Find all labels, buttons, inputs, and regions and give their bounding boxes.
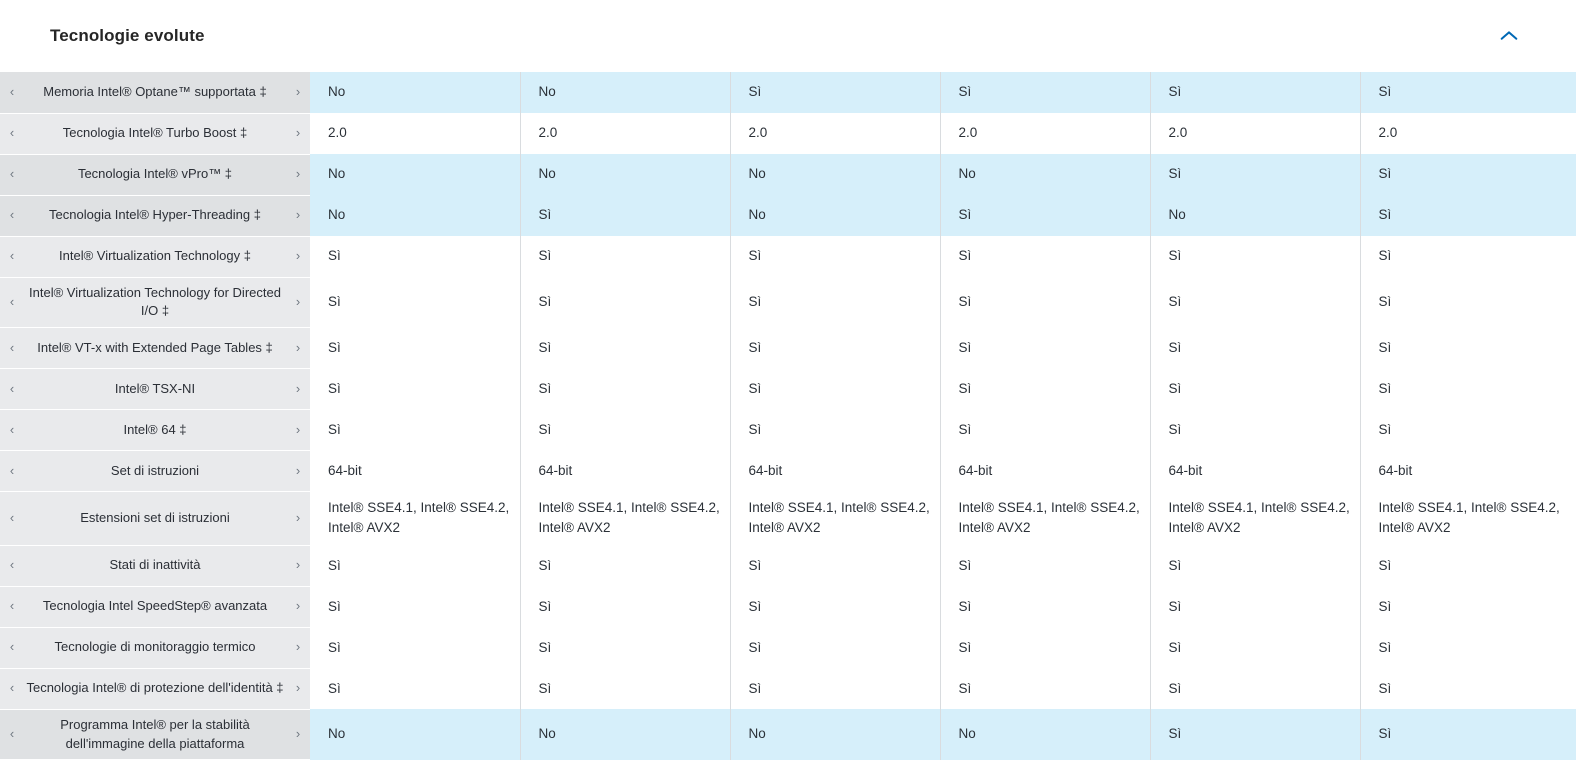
- row-label-cell: [0, 545, 310, 586]
- spec-value-cell: Sì: [310, 545, 520, 586]
- row-label-text: Estensioni set di istruzioni: [80, 510, 230, 526]
- spec-value-cell: Sì: [730, 410, 940, 451]
- spec-value-cell: Sì: [1360, 627, 1576, 668]
- spec-value-cell: 2.0: [1150, 113, 1360, 154]
- row-label-text: Tecnologia Intel® Hyper-Threading ‡: [49, 207, 261, 223]
- chevron-up-icon: [1498, 25, 1520, 47]
- scroll-right-arrow-icon[interactable]: ›: [295, 83, 301, 99]
- spec-value-cell: Sì: [940, 277, 1150, 328]
- spec-value-cell: Sì: [310, 627, 520, 668]
- spec-value-cell: Sì: [1150, 668, 1360, 709]
- spec-value-cell: No: [940, 709, 1150, 760]
- spec-value-cell: 64-bit: [1360, 451, 1576, 492]
- scroll-right-arrow-icon[interactable]: ›: [295, 293, 301, 309]
- scroll-right-arrow-icon[interactable]: ›: [295, 248, 301, 264]
- table-row: [0, 627, 1576, 668]
- spec-value-cell: Sì: [310, 328, 520, 369]
- row-label-text: Intel® 64 ‡: [123, 421, 187, 437]
- spec-value-cell: Sì: [730, 545, 940, 586]
- row-label-cell: [0, 668, 310, 709]
- spec-value-cell: Sì: [730, 668, 940, 709]
- spec-value-cell: No: [520, 154, 730, 195]
- spec-value-cell: Sì: [940, 236, 1150, 277]
- spec-value-cell: Sì: [1150, 277, 1360, 328]
- spec-value-cell: Sì: [730, 236, 940, 277]
- scroll-right-arrow-icon[interactable]: ›: [295, 207, 301, 223]
- scroll-left-arrow-icon[interactable]: ‹: [9, 83, 15, 99]
- spec-value-cell: 64-bit: [940, 451, 1150, 492]
- spec-value-cell: Sì: [940, 545, 1150, 586]
- scroll-left-arrow-icon[interactable]: ‹: [9, 680, 15, 696]
- spec-value-cell: Intel® SSE4.1, Intel® SSE4.2, Intel® AVX2: [310, 492, 520, 546]
- row-label-cell: [0, 369, 310, 410]
- scroll-left-arrow-icon[interactable]: ‹: [9, 248, 15, 264]
- spec-value-cell: Sì: [520, 668, 730, 709]
- spec-value-cell: 64-bit: [310, 451, 520, 492]
- spec-value-cell: 2.0: [730, 113, 940, 154]
- spec-value-cell: Sì: [1150, 709, 1360, 760]
- row-label-text: Tecnologia Intel® Turbo Boost ‡: [62, 125, 248, 141]
- spec-value-cell: 64-bit: [730, 451, 940, 492]
- spec-value-cell: Sì: [940, 627, 1150, 668]
- table-row: [0, 113, 1576, 154]
- spec-value-cell: Sì: [520, 328, 730, 369]
- section-header: [0, 0, 1576, 72]
- spec-value-cell: Sì: [520, 586, 730, 627]
- spec-value-cell: Intel® SSE4.1, Intel® SSE4.2, Intel® AVX2: [1150, 492, 1360, 546]
- scroll-left-arrow-icon[interactable]: ‹: [9, 125, 15, 141]
- table-row: [0, 195, 1576, 236]
- row-label-text: Tecnologie di monitoraggio termico: [54, 639, 256, 655]
- spec-value-cell: No: [520, 72, 730, 113]
- spec-value-cell: Sì: [940, 72, 1150, 113]
- spec-value-cell: No: [310, 709, 520, 760]
- spec-value-cell: Sì: [520, 410, 730, 451]
- spec-value-cell: Sì: [1360, 668, 1576, 709]
- scroll-left-arrow-icon[interactable]: ‹: [9, 639, 15, 655]
- row-label-cell: [0, 451, 310, 492]
- spec-value-cell: Sì: [1150, 154, 1360, 195]
- spec-value-cell: Sì: [940, 195, 1150, 236]
- scroll-left-arrow-icon[interactable]: ‹: [9, 557, 15, 573]
- spec-value-cell: Sì: [1360, 369, 1576, 410]
- scroll-right-arrow-icon[interactable]: ›: [295, 557, 301, 573]
- table-row: [0, 586, 1576, 627]
- spec-value-cell: No: [940, 154, 1150, 195]
- spec-value-cell: Sì: [1150, 586, 1360, 627]
- table-row: [0, 709, 1576, 760]
- spec-value-cell: No: [310, 195, 520, 236]
- table-row: [0, 492, 1576, 546]
- spec-value-cell: Sì: [1150, 236, 1360, 277]
- spec-value-cell: Sì: [1150, 410, 1360, 451]
- spec-value-cell: Sì: [310, 668, 520, 709]
- spec-value-cell: Sì: [520, 195, 730, 236]
- spec-value-cell: Sì: [310, 277, 520, 328]
- spec-value-cell: Sì: [310, 410, 520, 451]
- scroll-right-arrow-icon[interactable]: ›: [295, 510, 301, 526]
- spec-value-cell: No: [730, 195, 940, 236]
- scroll-left-arrow-icon[interactable]: ‹: [9, 598, 15, 614]
- spec-value-cell: Sì: [730, 586, 940, 627]
- row-label-text: Intel® TSX-NI: [114, 380, 196, 396]
- row-label-cell: [0, 410, 310, 451]
- spec-value-cell: Sì: [1360, 72, 1576, 113]
- row-label-text: Set di istruzioni: [110, 462, 200, 478]
- spec-value-cell: Sì: [1360, 410, 1576, 451]
- spec-value-cell: Sì: [1360, 709, 1576, 760]
- scroll-right-arrow-icon[interactable]: ›: [295, 166, 301, 182]
- scroll-left-arrow-icon[interactable]: ‹: [9, 380, 15, 396]
- scroll-left-arrow-icon[interactable]: ‹: [9, 293, 15, 309]
- row-label-cell: [0, 113, 310, 154]
- table-row: [0, 369, 1576, 410]
- row-label-cell: [0, 627, 310, 668]
- page-title: Tecnologie evolute: [50, 26, 205, 45]
- scroll-left-arrow-icon[interactable]: ‹: [9, 462, 15, 478]
- spec-value-cell: Sì: [1360, 328, 1576, 369]
- spec-value-cell: 2.0: [310, 113, 520, 154]
- scroll-right-arrow-icon[interactable]: ›: [295, 598, 301, 614]
- table-row: [0, 328, 1576, 369]
- spec-value-cell: Sì: [310, 369, 520, 410]
- spec-value-cell: Sì: [1360, 195, 1576, 236]
- spec-value-cell: 64-bit: [1150, 451, 1360, 492]
- spec-value-cell: Intel® SSE4.1, Intel® SSE4.2, Intel® AVX2: [520, 492, 730, 546]
- spec-value-cell: 2.0: [940, 113, 1150, 154]
- spec-value-cell: Intel® SSE4.1, Intel® SSE4.2, Intel® AVX2: [1360, 492, 1576, 546]
- scroll-left-arrow-icon[interactable]: ‹: [9, 421, 15, 437]
- spec-value-cell: Intel® SSE4.1, Intel® SSE4.2, Intel® AVX2: [940, 492, 1150, 546]
- table-row: [0, 451, 1576, 492]
- scroll-right-arrow-icon[interactable]: ›: [295, 421, 301, 437]
- spec-value-cell: Sì: [520, 236, 730, 277]
- row-label-cell: [0, 586, 310, 627]
- scroll-left-arrow-icon[interactable]: ‹: [9, 726, 15, 742]
- row-label-cell: [0, 492, 310, 546]
- table-row: [0, 668, 1576, 709]
- spec-value-cell: Sì: [1150, 328, 1360, 369]
- row-label-text: Programma Intel® per la stabilità dell'immagine della piattaforma: [60, 716, 250, 751]
- spec-comparison-table: [0, 72, 1576, 760]
- scroll-right-arrow-icon[interactable]: ›: [295, 380, 301, 396]
- scroll-right-arrow-icon[interactable]: ›: [295, 680, 301, 696]
- spec-value-cell: Sì: [940, 410, 1150, 451]
- scroll-left-arrow-icon[interactable]: ‹: [9, 339, 15, 355]
- row-label-text: Tecnologia Intel® di protezione dell'identità ‡: [26, 680, 284, 696]
- collapse-section-button[interactable]: [1490, 17, 1528, 55]
- row-label-cell: [0, 72, 310, 113]
- spec-value-cell: Intel® SSE4.1, Intel® SSE4.2, Intel® AVX2: [730, 492, 940, 546]
- row-label-cell: [0, 195, 310, 236]
- spec-value-cell: Sì: [1360, 154, 1576, 195]
- scroll-left-arrow-icon[interactable]: ‹: [9, 510, 15, 526]
- spec-value-cell: Sì: [520, 277, 730, 328]
- spec-value-cell: Sì: [940, 328, 1150, 369]
- scroll-right-arrow-icon[interactable]: ›: [295, 125, 301, 141]
- spec-value-cell: 2.0: [520, 113, 730, 154]
- spec-value-cell: Sì: [940, 586, 1150, 627]
- spec-value-cell: Sì: [730, 277, 940, 328]
- spec-value-cell: Sì: [1150, 627, 1360, 668]
- row-label-cell: [0, 277, 310, 328]
- spec-value-cell: Sì: [1360, 586, 1576, 627]
- row-label-cell: [0, 236, 310, 277]
- table-row: [0, 410, 1576, 451]
- spec-value-cell: Sì: [310, 236, 520, 277]
- spec-value-cell: Sì: [1360, 545, 1576, 586]
- table-row: [0, 545, 1576, 586]
- spec-value-cell: Sì: [310, 586, 520, 627]
- scroll-right-arrow-icon[interactable]: ›: [295, 339, 301, 355]
- spec-value-cell: Sì: [730, 369, 940, 410]
- row-label-text: Intel® VT-x with Extended Page Tables ‡: [37, 339, 273, 355]
- spec-value-cell: 2.0: [1360, 113, 1576, 154]
- spec-value-cell: Sì: [1360, 277, 1576, 328]
- spec-value-cell: Sì: [520, 369, 730, 410]
- spec-value-cell: Sì: [730, 72, 940, 113]
- row-label-text: Stati di inattività: [109, 557, 201, 573]
- table-row: [0, 154, 1576, 195]
- row-label-text: Tecnologia Intel® vPro™ ‡: [77, 166, 233, 182]
- row-label-cell: [0, 328, 310, 369]
- scroll-right-arrow-icon[interactable]: ›: [295, 726, 301, 742]
- table-body: [0, 72, 1576, 760]
- spec-value-cell: No: [730, 154, 940, 195]
- spec-value-cell: Sì: [1150, 72, 1360, 113]
- table-row: [0, 236, 1576, 277]
- row-label-cell: [0, 154, 310, 195]
- spec-value-cell: Sì: [1360, 236, 1576, 277]
- spec-value-cell: Sì: [1150, 369, 1360, 410]
- spec-value-cell: Sì: [1150, 545, 1360, 586]
- scroll-left-arrow-icon[interactable]: ‹: [9, 207, 15, 223]
- spec-value-cell: 64-bit: [520, 451, 730, 492]
- row-label-text: Memoria Intel® Optane™ supportata ‡: [43, 83, 267, 99]
- spec-value-cell: Sì: [940, 369, 1150, 410]
- spec-value-cell: Sì: [520, 545, 730, 586]
- scroll-right-arrow-icon[interactable]: ›: [295, 462, 301, 478]
- spec-value-cell: Sì: [940, 668, 1150, 709]
- row-label-text: Tecnologia Intel SpeedStep® avanzata: [42, 598, 268, 614]
- spec-value-cell: Sì: [520, 627, 730, 668]
- row-label-cell: [0, 709, 310, 760]
- table-row: [0, 277, 1576, 328]
- spec-value-cell: Sì: [730, 328, 940, 369]
- table-row: [0, 72, 1576, 113]
- row-label-text: Intel® Virtualization Technology ‡: [59, 248, 251, 264]
- spec-value-cell: No: [310, 72, 520, 113]
- spec-value-cell: No: [520, 709, 730, 760]
- spec-value-cell: No: [730, 709, 940, 760]
- spec-value-cell: Sì: [730, 627, 940, 668]
- scroll-right-arrow-icon[interactable]: ›: [295, 639, 301, 655]
- spec-value-cell: No: [1150, 195, 1360, 236]
- spec-value-cell: No: [310, 154, 520, 195]
- scroll-left-arrow-icon[interactable]: ‹: [9, 166, 15, 182]
- row-label-text: Intel® Virtualization Technology for Directed I/O ‡: [29, 284, 281, 319]
